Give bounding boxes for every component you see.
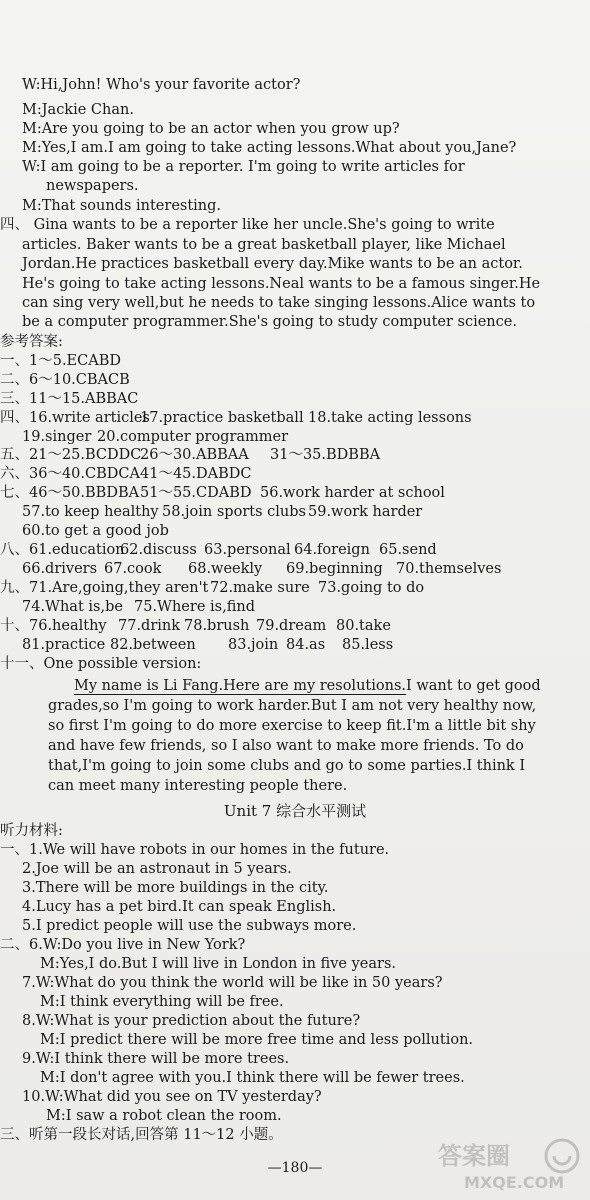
answer-row — [0, 390, 138, 408]
answer-row — [22, 503, 422, 521]
answer-item: 58.join sports clubs — [162, 504, 306, 520]
answer-item: 17.practice basketball — [140, 410, 304, 426]
answer-item: 78.brush — [184, 618, 250, 634]
answer-item: 85.less — [342, 637, 394, 653]
answer-item: 68.weekly — [188, 561, 263, 577]
listening-line: 二、6.W:Do you live in New York? — [0, 937, 246, 953]
answer-item: 81.practice — [22, 637, 106, 653]
answer-item: 四、16.write articles — [0, 410, 150, 426]
answer-row — [22, 636, 393, 654]
answer-item: 六、36～40.CBDCA — [0, 466, 140, 482]
writing-text: I want to get good — [406, 678, 541, 694]
answers-heading: 参考答案: — [0, 334, 63, 350]
answer-item: 77.drink — [118, 618, 181, 634]
answer-item: 五、21～25.BCDDC — [0, 447, 142, 463]
answer-item: 83.join — [228, 637, 279, 653]
answer-item: 75.Where is,find — [134, 599, 255, 615]
passage-line: articles. Baker wants to be a great basketball player, like Michael — [22, 237, 506, 253]
answer-item: 72.make sure — [210, 580, 310, 596]
listening-heading: 听力材料: — [0, 823, 63, 839]
answer-row — [0, 617, 391, 635]
answer-item: 62.discuss — [120, 542, 197, 558]
passage-line: Jordan.He practices basketball every day.Mike wants to be an actor. — [22, 256, 523, 272]
page-number: —180— — [267, 1160, 323, 1176]
passage-line: 四、 Gina wants to be a reporter like her uncle.She's going to write — [0, 217, 495, 233]
answer-item: 九、71.Are,going,they aren't — [0, 580, 209, 596]
listening-line: 8.W:What is your prediction about the future? — [22, 1013, 361, 1029]
answer-item: 64.foreign — [294, 542, 370, 558]
writing-underlined-text: My name is Li Fang.Here are my resolutions. — [74, 678, 406, 694]
answer-item: 51～55.CDABD — [140, 485, 252, 501]
answer-item: 20.computer programmer — [97, 429, 289, 445]
writing-line: can meet many interesting people there. — [48, 778, 348, 794]
passage-line: be a computer programmer.She's going to study computer science. — [22, 314, 517, 330]
dialogue-line: M:Jackie Chan. — [22, 102, 134, 118]
writing-heading: 十一、One possible version: — [0, 656, 202, 672]
answer-row — [22, 428, 288, 446]
listening-line: M:I predict there will be more free time and less pollution. — [40, 1032, 474, 1048]
dialogue-line: W:I am going to be a reporter. I'm going to write articles for — [22, 159, 465, 175]
answer-row — [0, 446, 380, 464]
dialogue-line: M:That sounds interesting. — [22, 198, 222, 214]
dialogue-line: M:Yes,I am.I am going to take acting lessons.What about you,Jane? — [22, 140, 517, 156]
answer-row — [0, 352, 121, 370]
answer-row — [0, 484, 445, 502]
answer-item: 一、1～5.ECABD — [0, 353, 121, 369]
listening-line: M:I think everything will be free. — [40, 994, 284, 1010]
dialogue-line: M:Are you going to be an actor when you grow up? — [22, 121, 400, 137]
listening-line: 2.Joe will be an astronaut in 5 years. — [22, 861, 292, 877]
dialogue-line: newspapers. — [46, 178, 139, 194]
answer-item: 82.between — [110, 637, 196, 653]
answer-item: 59.work harder — [308, 504, 423, 520]
watermark-en: MXQE.COM — [464, 1173, 565, 1192]
answer-item: 74.What is,be — [22, 599, 123, 615]
writing-line — [74, 677, 541, 695]
answer-item: 63.personal — [204, 542, 291, 558]
dialogue-line: W:Hi,John! Who's your favorite actor? — [22, 77, 301, 93]
answer-item: 69.beginning — [286, 561, 383, 577]
unit-title: Unit 7 综合水平测试 — [223, 802, 367, 820]
listening-line: M:I don't agree with you.I think there will be fewer trees. — [40, 1070, 465, 1086]
answer-row — [0, 465, 251, 483]
answer-item: 十、76.healthy — [0, 618, 107, 634]
answer-item: 二、6～10.CBACB — [0, 372, 130, 388]
answer-item: 67.cook — [104, 561, 162, 577]
passage-line: can sing very well,but he needs to take singing lessons.Alice wants to — [22, 295, 536, 311]
listening-line: 一、1.We will have robots in our homes in the future. — [0, 842, 390, 858]
answer-item: 84.as — [286, 637, 326, 653]
answer-item: 41～45.DABDC — [140, 466, 252, 482]
listening-line: M:Yes,I do.But I will live in London in five years. — [40, 956, 397, 972]
watermark-icon — [434, 1136, 584, 1194]
answer-row — [22, 522, 169, 540]
writing-line: and have few friends, so I also want to make more friends. To do — [48, 738, 524, 754]
listening-line: 4.Lucy has a pet bird.It can speak English. — [22, 899, 337, 915]
listening-line: 7.W:What do you think the world will be like in 50 years? — [22, 975, 443, 991]
listening-line: 10.W:What did you see on TV yesterday? — [22, 1089, 322, 1105]
answer-item: 三、11～15.ABBAC — [0, 391, 139, 407]
answer-item: 19.singer — [22, 429, 92, 445]
answer-item: 70.themselves — [396, 561, 502, 577]
answer-row — [22, 560, 501, 578]
answer-item: 31～35.BDBBA — [270, 447, 381, 463]
answer-row — [0, 371, 130, 389]
answer-item: 60.to get a good job — [22, 523, 169, 539]
answer-row — [0, 541, 437, 559]
answer-row — [22, 598, 255, 616]
watermark-cn: 答案圈 — [438, 1142, 510, 1170]
writing-line: grades,so I'm going to work harder.But I am not very healthy now, — [48, 698, 537, 714]
listening-line: M:I saw a robot clean the room. — [46, 1108, 282, 1124]
passage-line: He's going to take acting lessons.Neal wants to be a famous singer.He — [22, 276, 541, 292]
answer-item: 80.take — [336, 618, 391, 634]
listening-line: 三、听第一段长对话,回答第 11～12 小题。 — [0, 1127, 283, 1143]
answer-row — [0, 409, 472, 427]
listening-line: 3.There will be more buildings in the city. — [22, 880, 329, 896]
answer-item: 26～30.ABBAA — [140, 447, 249, 463]
answer-item: 79.dream — [256, 618, 327, 634]
writing-line: so first I'm going to do more exercise to keep fit.I'm a little bit shy — [48, 718, 536, 734]
answer-item: 56.work harder at school — [260, 485, 445, 501]
answer-item: 七、46～50.BBDBA — [0, 485, 140, 501]
answer-item: 66.drivers — [22, 561, 98, 577]
listening-line: 5.I predict people will use the subways more. — [22, 918, 357, 934]
listening-line: 9.W:I think there will be more trees. — [22, 1051, 290, 1067]
answer-item: 73.going to do — [318, 580, 425, 596]
answer-item: 18.take acting lessons — [308, 410, 472, 426]
writing-line: that,I'm going to join some clubs and go to some parties.I think I — [48, 758, 526, 774]
answer-item: 65.send — [379, 542, 437, 558]
watermark-logo — [434, 1136, 584, 1194]
answer-item: 57.to keep healthy — [22, 504, 159, 520]
answer-row — [0, 579, 424, 597]
answer-item: 八、61.education — [0, 542, 125, 558]
